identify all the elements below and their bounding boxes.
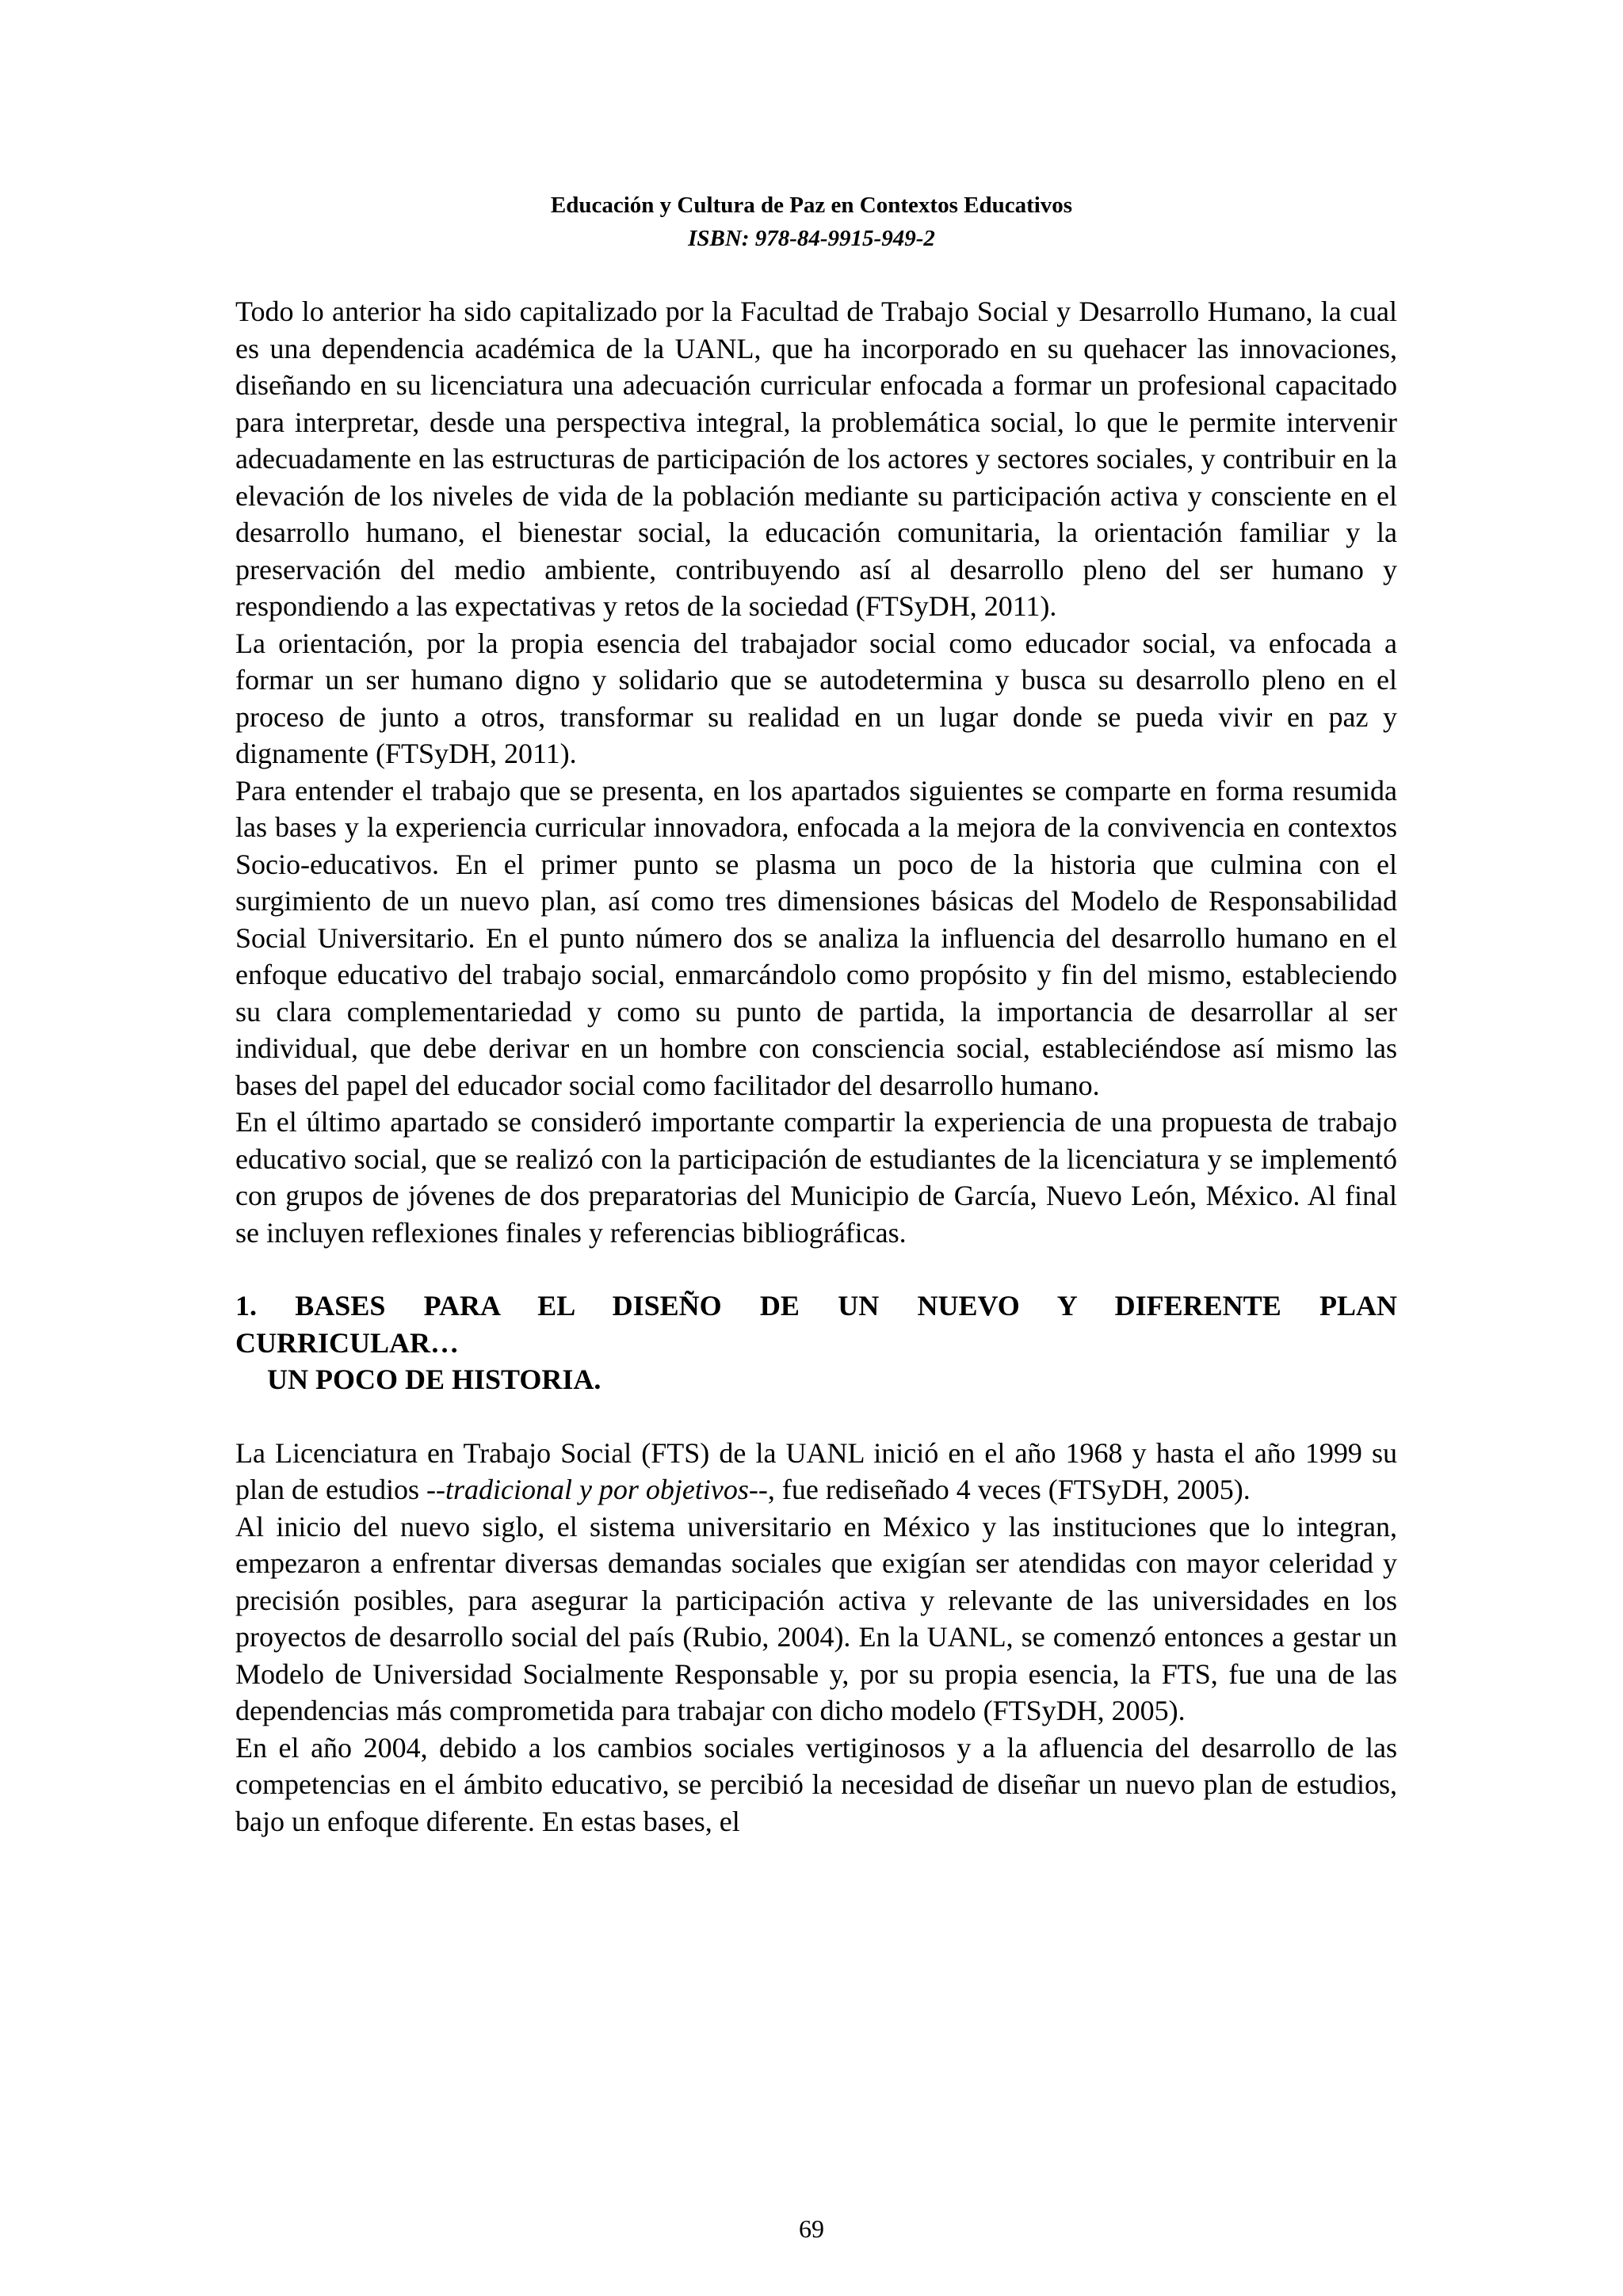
- paragraph: [235, 1435, 1397, 1508]
- section-heading-line: 1. BASES PARA EL DISEÑO DE UN NUEVO Y DIFERENTE PLAN: [235, 1290, 1397, 1322]
- section-heading: [235, 1287, 1397, 1398]
- paragraph: En el último apartado se consideró importante compartir la experiencia de una propuesta de trabajo educativo social, que se realizó con la participación de estudiantes de la licenciatura y se implementó con grupos de jóvenes de dos preparatorias del Municipio de García, Nuevo León, México. Al final se incluyen reflexiones finales y referencias bibliográficas.: [235, 1106, 1397, 1249]
- paragraph-text: , fue rediseñado 4 veces (FTSyDH, 2005).: [767, 1474, 1251, 1505]
- paragraph: La orientación, por la propia esencia del trabajador social como educador social, va enfocada a formar un ser humano digno y solidario que se autodetermina y busca su desarrollo pleno en el proceso de junto a otros, transformar su realidad en un lugar donde se pueda vivir en paz y dignamente (FTSyDH, 2011).: [235, 627, 1397, 769]
- header-title: Educación y Cultura de Paz en Contextos Educativos: [550, 193, 1073, 218]
- page-number: 69: [799, 2214, 824, 2243]
- section-heading-line: CURRICULAR…: [235, 1326, 460, 1359]
- paragraph-text: La Licenciatura en Trabajo Social (FTS) de la UANL inició en el año 1968 y hasta el año 1999 su plan de estudios: [235, 1436, 1397, 1505]
- section-subheading: UN POCO DE HISTORIA.: [267, 1363, 601, 1395]
- paragraph: Al inicio del nuevo siglo, el sistema universitario en México y las instituciones que lo integran, empezaron a enfrentar diversas demandas sociales que exigían ser atendidas con mayor celeridad y precisión posibles, para asegurar la participación activa y relevante de las universidades en los proyectos de desarrollo social del país (Rubio, 2004). En la UANL, se comenzó entonces a gestar un Modelo de Universidad Socialmente Responsable y, por su propia esencia, la FTS, fue una de las dependencias más comprometida para trabajar con dicho modelo (FTSyDH, 2005).: [235, 1510, 1397, 1726]
- page-header: [0, 189, 1623, 255]
- document-body: [235, 293, 1397, 1840]
- paragraph: Todo lo anterior ha sido capitalizado por la Facultad de Trabajo Social y Desarrollo Humano, la cual es una dependencia académica de la UANL, que ha incorporado en su quehacer las innovaciones, diseñando en su licenciatura una adecuación curricular enfocada a formar un profesional capacitado para interpretar, desde una perspectiva integral, la problemática social, lo que le permite intervenir adecuadamente en las estructuras de participación de los actores y sectores sociales, y contribuir en la elevación de los niveles de vida de la población mediante su participación activa y consciente en el desarrollo humano, el bienestar social, la educación comunitaria, la orientación familiar y la preservación del medio ambiente, contribuyendo así al desarrollo pleno del ser humano y respondiendo a las expectativas y retos de la sociedad (FTSyDH, 2011).: [235, 296, 1397, 622]
- italic-text: --tradicional y por objetivos--: [426, 1474, 768, 1505]
- header-isbn: ISBN: 978-84-9915-949-2: [688, 226, 935, 251]
- paragraph: En el año 2004, debido a los cambios sociales vertiginosos y a la afluencia del desarrollo de las competencias en el ámbito educativo, se percibió la necesidad de diseñar un nuevo plan de estudios, bajo un enfoque diferente. En estas bases, el: [235, 1731, 1397, 1837]
- paragraph: Para entender el trabajo que se presenta, en los apartados siguientes se comparte en forma resumida las bases y la experiencia curricular innovadora, enfocada a la mejora de la convivencia en contextos Socio-educativos. En el primer punto se plasma un poco de la historia que culmina con el surgimiento de un nuevo plan, así como tres dimensiones básicas del Modelo de Responsabilidad Social Universitario. En el punto número dos se analiza la influencia del desarrollo humano en el enfoque educativo del trabajo social, enmarcándolo como propósito y fin del mismo, estableciendo su clara complementariedad y como su punto de partida, la importancia de desarrollar al ser individual, que debe derivar en un hombre con consciencia social, estableciéndose así mismo las bases del papel del educador social como facilitador del desarrollo humano.: [235, 774, 1397, 1101]
